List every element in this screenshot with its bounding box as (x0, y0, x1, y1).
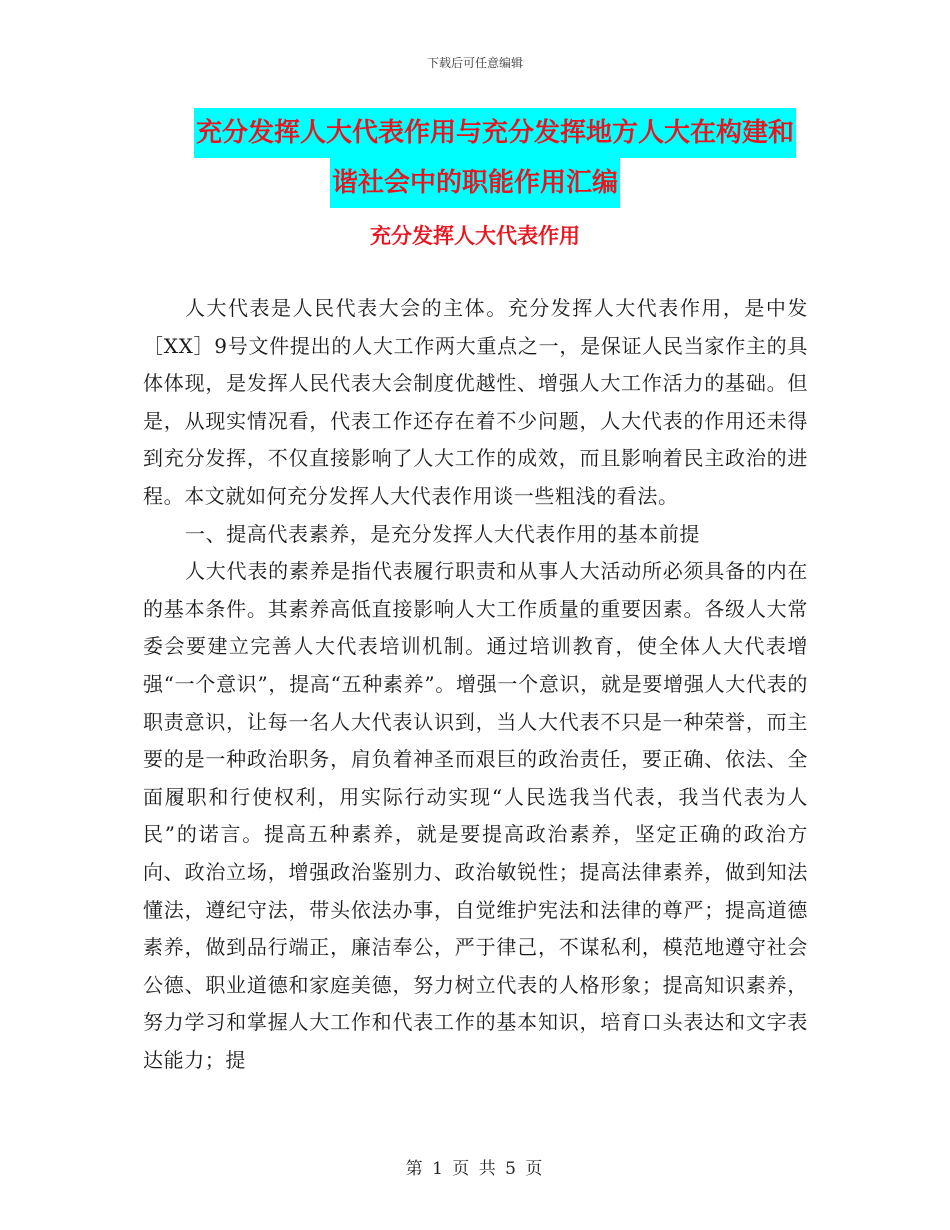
paragraph-body: 人大代表的素养是指代表履行职责和从事人大活动所必须具备的内在的基本条件。其素养高低直接影响人大工作质量的重要因素。各级人大常委会要建立完善人大代表培训机制。通过培训教育，使全体人大代表增强“一个意识”，提高“五种素养”。增强一个意识，就是要增强人大代表的职责意识，让每一名人大代表认识到，当人大代表不只是一种荣誉，而主要的是一种政治职务，肩负着神圣而艰巨的政治责任，要正确、依法、全面履职和行使权利，用实际行动实现“人民选我当代表，我当代表为人民”的诺言。提高五种素养，就是要提高政治素养，坚定正确的政治方向、政治立场，增强政治鉴别力、政治敏锐性；提高法律素养，做到知法懂法，遵纪守法，带头依法办事，自觉维护宪法和法律的尊严；提高道德素养，做到品行端正，廉洁奉公，严于律己，不谋私利，模范地遵守社会公德、职业道德和家庭美德，努力树立代表的人格形象；提高知识素养，努力学习和掌握人大工作和代表工作的基本知识，培育口头表达和文字表达能力；提 (143, 559, 808, 1072)
page-footer: 第 1 页 共 5 页 (405, 1159, 545, 1179)
title-line-2: 谐社会中的职能作用汇编 (330, 158, 620, 208)
body-text (143, 290, 808, 1079)
paragraph-intro: 人大代表是人民代表大会的主体。充分发挥人大代表作用，是中发［XX］9号文件提出的人大工作两大重点之一，是保证人民当家作主的具体体现，是发挥人民代表大会制度优越性、增强人大工作活力的基础。但是，从现实情况看，代表工作还存在着不少问题，人大代表的作用还未得到充分发挥，不仅直接影响了人大工作的成效，而且影响着民主政治的进程。本文就如何充分发挥人大代表作用谈一些粗浅的看法。 (143, 296, 808, 508)
title-line-1: 充分发挥人大代表作用与充分发挥地方人大在构建和 (194, 108, 796, 158)
paragraph-subheading: 一、提高代表素养，是充分发挥人大代表作用的基本前提 (185, 521, 700, 546)
section-heading: 充分发挥人大代表作用 (370, 224, 580, 248)
header-note: 下载后可任意编辑 (426, 56, 523, 70)
